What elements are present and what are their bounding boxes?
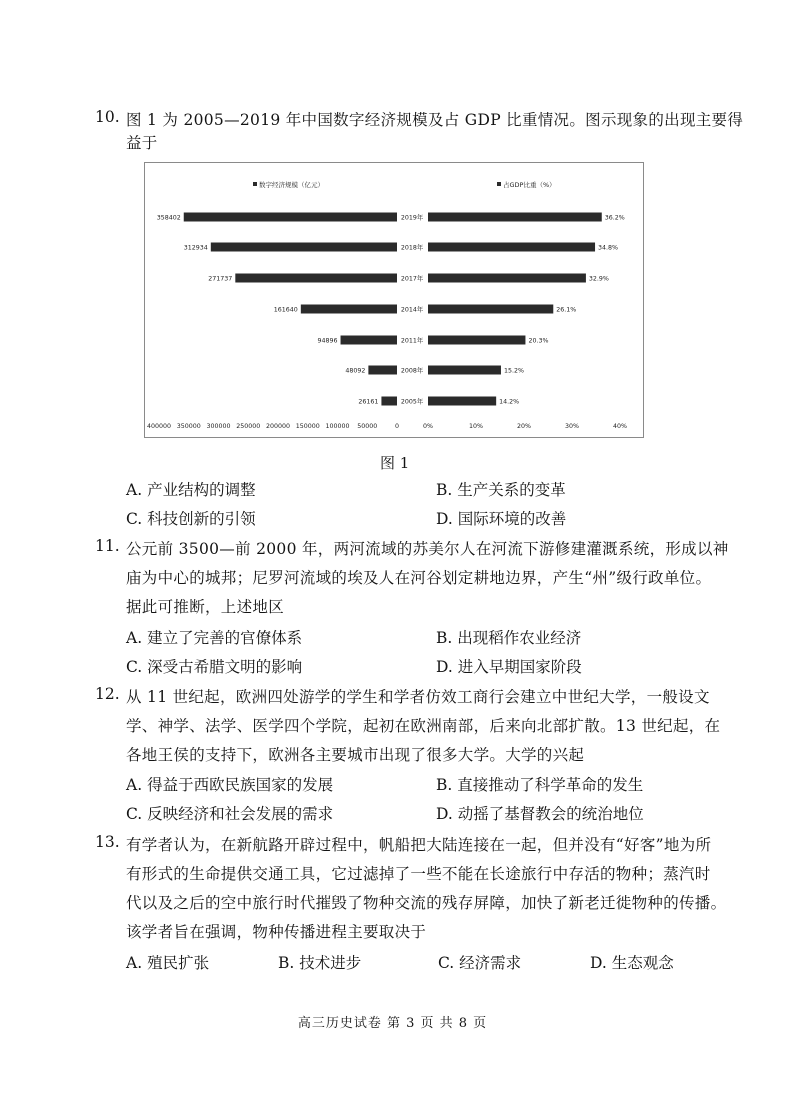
- right-tick-label: 40%: [613, 423, 627, 430]
- page-footer: 高三历史试卷 第 3 页 共 8 页: [297, 1016, 488, 1031]
- q10-chart-svg: [145, 163, 643, 437]
- q12-stem-line-1: 从 11 世纪起，欧洲四处游学的学生和学者仿效工商行会建立中世纪大学，一般设文: [126, 688, 710, 706]
- q11-stem-line-1: 公元前 3500—前 2000 年，两河流域的苏美尔人在河流下游修建灌溉系统，形成以神: [126, 540, 729, 558]
- right-bar: [428, 366, 501, 375]
- option-label: B.: [278, 954, 295, 972]
- q12-number: 12.: [95, 685, 120, 703]
- option-label: D.: [436, 658, 453, 676]
- right-bar-label: 36.2%: [604, 214, 625, 222]
- left-tick-label: 100000: [325, 423, 350, 430]
- left-bar-label: 26161: [358, 398, 379, 406]
- q12-option-c: [126, 802, 333, 824]
- left-tick-label: 300000: [206, 423, 231, 430]
- option-label: C.: [126, 510, 143, 528]
- left-bar-label: 312934: [183, 244, 208, 252]
- q13-stem-line-4: 该学者旨在强调，物种传播进程主要取决于: [126, 923, 427, 941]
- legend-swatch-left: [253, 182, 257, 186]
- option-text: 深受古希腊文明的影响: [147, 658, 303, 676]
- option-label: B.: [436, 481, 453, 499]
- left-tick-label: 50000: [357, 423, 378, 430]
- q13-number: 13.: [95, 833, 120, 851]
- legend-label-right: 占GDP比重（%）: [503, 181, 556, 189]
- right-bar-label: 26.1%: [556, 306, 577, 314]
- q11-option-a: [126, 626, 302, 648]
- q13-option-b: [278, 951, 361, 973]
- right-bar: [428, 274, 586, 283]
- option-text: 产业结构的调整: [147, 481, 256, 499]
- left-bar-label: 94896: [317, 337, 338, 345]
- option-text: 科技创新的引领: [147, 510, 256, 528]
- q13-stem-line-2: 有形式的生命提供交通工具，它过滤掉了一些不能在长途旅行中存活的物种；蒸汽时: [126, 865, 711, 883]
- q10-option-c: [126, 507, 256, 529]
- year-label: 2019年: [400, 214, 424, 222]
- left-bar-label: 271737: [208, 275, 233, 283]
- left-bar: [301, 305, 397, 314]
- left-tick-label: 0: [394, 423, 400, 430]
- option-text: 反映经济和社会发展的需求: [147, 805, 334, 823]
- option-text: 国际环境的改善: [457, 510, 567, 528]
- option-text: 直接推动了科学革命的发生: [457, 776, 644, 794]
- right-tick-label: 30%: [565, 423, 579, 430]
- legend-swatch-right: [497, 182, 501, 186]
- q10-option-b: [436, 478, 566, 500]
- q13-option-d: [590, 951, 674, 973]
- right-bar: [428, 336, 525, 345]
- option-text: 出现稻作农业经济: [457, 629, 582, 647]
- year-label: 2018年: [400, 244, 424, 252]
- q10-chart: [144, 162, 644, 438]
- left-tick-label: 350000: [176, 423, 201, 430]
- option-text: 技术进步: [299, 954, 362, 972]
- right-bar-label: 32.9%: [588, 275, 609, 283]
- q11-stem-line-3: 据此可推断，上述地区: [126, 598, 285, 616]
- right-bar-label: 34.8%: [598, 244, 619, 252]
- left-bar-label: 358402: [156, 214, 181, 222]
- q11-option-d: [436, 655, 582, 677]
- q12-option-a: [126, 773, 333, 795]
- option-text: 殖民扩张: [147, 954, 210, 972]
- left-bar: [381, 397, 397, 406]
- option-label: A.: [126, 629, 143, 647]
- option-text: 得益于西欧民族国家的发展: [147, 776, 334, 794]
- option-text: 建立了完善的官僚体系: [147, 629, 303, 647]
- right-bar: [428, 397, 496, 406]
- q13-stem-line-1: 有学者认为，在新航路开辟过程中，帆船把大陆连接在一起，但并没有“好客”地为所: [126, 836, 712, 854]
- q11-number: 11.: [95, 537, 120, 555]
- left-bar: [341, 336, 397, 345]
- year-label: 2008年: [400, 367, 424, 375]
- option-text: 经济需求: [459, 954, 522, 972]
- right-bar-label: 15.2%: [503, 367, 524, 375]
- left-bar: [184, 213, 397, 222]
- q10-option-a: [126, 478, 256, 500]
- right-tick-label: 10%: [469, 423, 483, 430]
- q13-option-a: [126, 951, 209, 973]
- right-bar: [428, 243, 595, 252]
- option-label: A.: [126, 481, 143, 499]
- q10-stem-line-1: 图 1 为 2005—2019 年中国数字经济规模及占 GDP 比重情况。图示现象的出现主要得: [126, 111, 744, 129]
- q12-option-d: [436, 802, 644, 824]
- option-label: A.: [126, 954, 143, 972]
- option-text: 进入早期国家阶段: [457, 658, 582, 676]
- option-text: 生产关系的变革: [457, 481, 566, 499]
- option-label: D.: [436, 805, 453, 823]
- left-bar: [235, 274, 397, 283]
- figure-caption: 图 1: [380, 454, 410, 472]
- left-bar-label: 48092: [345, 367, 366, 375]
- left-bar: [368, 366, 397, 375]
- right-bar-label: 14.2%: [499, 398, 520, 406]
- left-tick-label: 200000: [265, 423, 291, 430]
- option-label: A.: [126, 776, 143, 794]
- option-text: 动摇了基督教会的统治地位: [457, 805, 644, 823]
- left-bar: [211, 243, 397, 252]
- q12-option-b: [436, 773, 643, 795]
- q13-stem-line-3: 代以及之后的空中旅行时代摧毁了物种交流的残存屏障，加快了新老迁徙物种的传播。: [126, 894, 727, 912]
- right-bar: [428, 305, 553, 314]
- right-bar: [428, 213, 602, 222]
- q11-stem-line-2: 庙为中心的城邦；尼罗河流域的埃及人在河谷划定耕地边界，产生“州”级行政单位。: [126, 569, 712, 587]
- option-text: 生态观念: [611, 954, 674, 972]
- year-label: 2014年: [400, 306, 424, 314]
- q11-option-c: [126, 655, 302, 677]
- option-label: B.: [436, 776, 453, 794]
- right-tick-label: 0%: [423, 423, 433, 430]
- option-label: C.: [126, 658, 143, 676]
- year-label: 2011年: [400, 337, 424, 345]
- option-label: C.: [126, 805, 143, 823]
- option-label: D.: [436, 510, 453, 528]
- left-tick-label: 400000: [146, 423, 172, 430]
- year-label: 2005年: [400, 398, 424, 406]
- year-label: 2017年: [400, 275, 424, 283]
- left-bar-label: 161640: [273, 306, 298, 314]
- q12-stem-line-3: 各地王侯的支持下，欧洲各主要城市出现了很多大学。大学的兴起: [126, 746, 585, 764]
- q11-option-b: [436, 626, 581, 648]
- option-label: C.: [438, 954, 455, 972]
- option-label: D.: [590, 954, 607, 972]
- q10-option-d: [436, 507, 566, 529]
- q12-stem-line-2: 学、神学、法学、医学四个学院，起初在欧洲南部，后来向北部扩散。13 世纪起，在: [126, 717, 721, 735]
- right-tick-label: 20%: [517, 423, 531, 430]
- legend-label-left: 数字经济规模（亿元）: [259, 181, 324, 189]
- q13-option-c: [438, 951, 521, 973]
- q10-number: 10.: [95, 108, 120, 126]
- q10-stem-line-2: 益于: [126, 134, 158, 152]
- left-tick-label: 250000: [236, 423, 261, 430]
- left-tick-label: 150000: [295, 423, 320, 430]
- right-bar-label: 20.3%: [528, 337, 549, 345]
- option-label: B.: [436, 629, 453, 647]
